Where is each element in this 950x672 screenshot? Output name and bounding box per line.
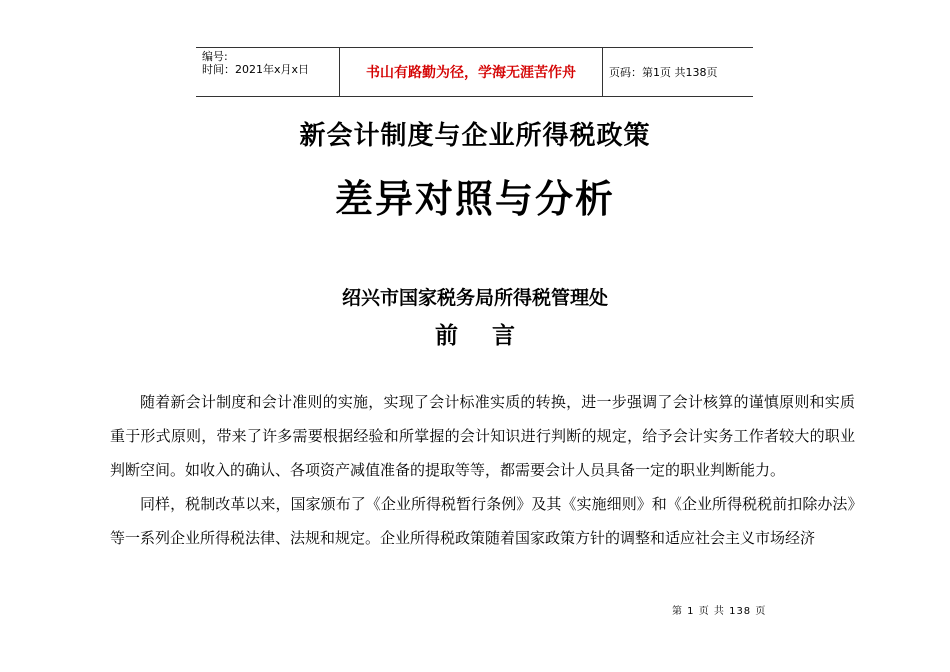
motto-text: 书山有路勤为径，学海无涯苦作舟 — [339, 48, 603, 96]
page-footer: 第 1 页 共 138 页 — [672, 606, 767, 617]
document-title-line1: 新会计制度与企业所得税政策 — [299, 121, 651, 151]
organization-name: 绍兴市国家税务局所得税管理处 — [341, 287, 608, 309]
page-header-table — [196, 47, 753, 97]
page-info: 页码：第1页 共138页 — [609, 66, 718, 79]
number-label: 编号: — [202, 50, 228, 63]
date-label: 时间：2021年x月x日 — [202, 63, 310, 76]
header-left-cell — [196, 48, 339, 96]
preface-heading: 前言 — [435, 322, 549, 349]
document-body — [110, 385, 855, 555]
body-paragraph-2: 同样，税制改革以来，国家颁布了《企业所得税暂行条例》及其《实施细则》和《企业所得税税前扣除办法》等一系列企业所得税法律、法规和规定。企业所得税政策随着国家政策方针的调整和适应社会主义市场经济 — [110, 495, 855, 547]
body-paragraph-1: 随着新会计制度和会计准则的实施，实现了会计标准实质的转换，进一步强调了会计核算的谨慎原则和实质重于形式原则，带来了许多需要根据经验和所掌握的会计知识进行判断的规定，给予会计实务工作者较大的职业判断空间。如收入的确认、各项资产减值准备的提取等等，都需要会计人员具备一定的职业判断能力。 — [110, 393, 855, 479]
document-title-line2: 差异对照与分析 — [334, 176, 615, 221]
